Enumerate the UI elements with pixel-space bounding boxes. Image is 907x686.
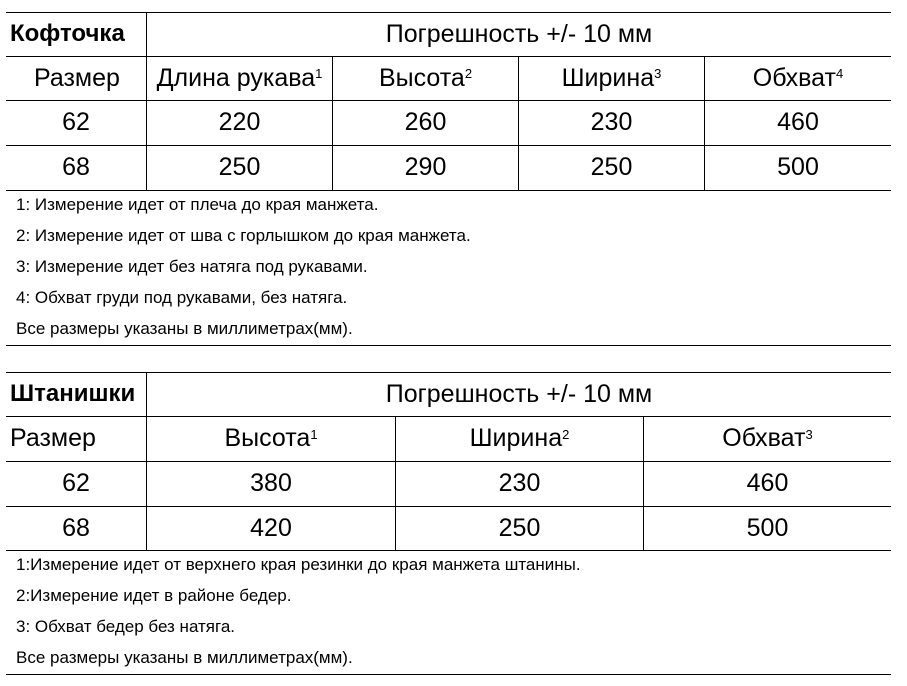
rule xyxy=(6,190,891,191)
rule xyxy=(6,550,891,551)
footnote: 2:Измерение идет в районе бедер. xyxy=(16,586,292,605)
footnote: 4: Обхват груди под рукавами, без натяга. xyxy=(16,288,348,307)
table-row xyxy=(6,461,891,506)
cell-value: 420 xyxy=(250,513,292,542)
title-row xyxy=(6,12,891,56)
footnote: 1:Измерение идет от верхнего края резинки до края манжета штанины. xyxy=(16,555,581,574)
header-height: Высота $^2$ xyxy=(378,63,473,92)
header-row xyxy=(6,56,891,100)
table-title: Кофточка xyxy=(10,20,125,47)
table-row xyxy=(6,145,891,190)
cell-value: 500 xyxy=(777,153,819,181)
units-note: Все размеры указаны в миллиметрах(мм). xyxy=(16,648,353,667)
cell-value: 500 xyxy=(746,513,789,542)
header-sleeve-length: Длина рукава $^1$ xyxy=(156,63,323,92)
cell-value: 460 xyxy=(777,108,819,136)
units-note: Все размеры указаны в миллиметрах(мм). xyxy=(16,319,353,338)
cell-value: 250 xyxy=(498,513,541,542)
cell-size: 62 xyxy=(62,108,90,136)
table-row xyxy=(6,100,891,145)
cell-size: 62 xyxy=(62,469,90,497)
sweater-size-table xyxy=(6,12,891,346)
rule xyxy=(6,674,891,675)
header-width: Ширина $^3$ xyxy=(561,63,662,92)
cell-value: 290 xyxy=(404,153,447,181)
tolerance-label: Погрешность +/- 10 мм xyxy=(385,379,653,408)
footnote: 3: Обхват бедер без натяга. xyxy=(16,617,236,636)
header-size: Размер xyxy=(34,63,120,92)
table-title: Штанишки xyxy=(10,380,136,407)
table-row xyxy=(6,506,891,550)
cell-value: 260 xyxy=(404,108,447,136)
tolerance-label: Погрешность +/- 10 мм xyxy=(385,19,653,48)
footnote: 3: Измерение идет без натяга под рукавами. xyxy=(16,257,368,276)
cell-value: 230 xyxy=(498,469,541,497)
cell-value: 250 xyxy=(218,153,261,181)
header-height: Высота $^1$ xyxy=(224,424,318,452)
header-girth: Обхват $^4$ xyxy=(752,63,844,92)
cell-size: 68 xyxy=(62,513,90,542)
footnote: 1: Измерение идет от плеча до края манжета. xyxy=(16,195,379,214)
header-girth: Обхват $^3$ xyxy=(722,424,813,452)
cell-value: 460 xyxy=(746,469,789,497)
cell-value: 220 xyxy=(218,108,261,136)
header-row xyxy=(6,416,891,461)
pants-size-table xyxy=(6,372,891,676)
cell-value: 380 xyxy=(250,469,292,497)
title-row xyxy=(6,372,891,416)
cell-size: 68 xyxy=(62,153,90,181)
header-width: Ширина $^2$ xyxy=(469,424,570,452)
cell-value: 230 xyxy=(590,108,633,136)
rule xyxy=(6,345,891,346)
cell-value: 250 xyxy=(590,153,633,181)
header-size: Размер xyxy=(10,424,96,452)
footnote: 2: Измерение идет от шва с горлышком до края манжета. xyxy=(16,226,471,245)
